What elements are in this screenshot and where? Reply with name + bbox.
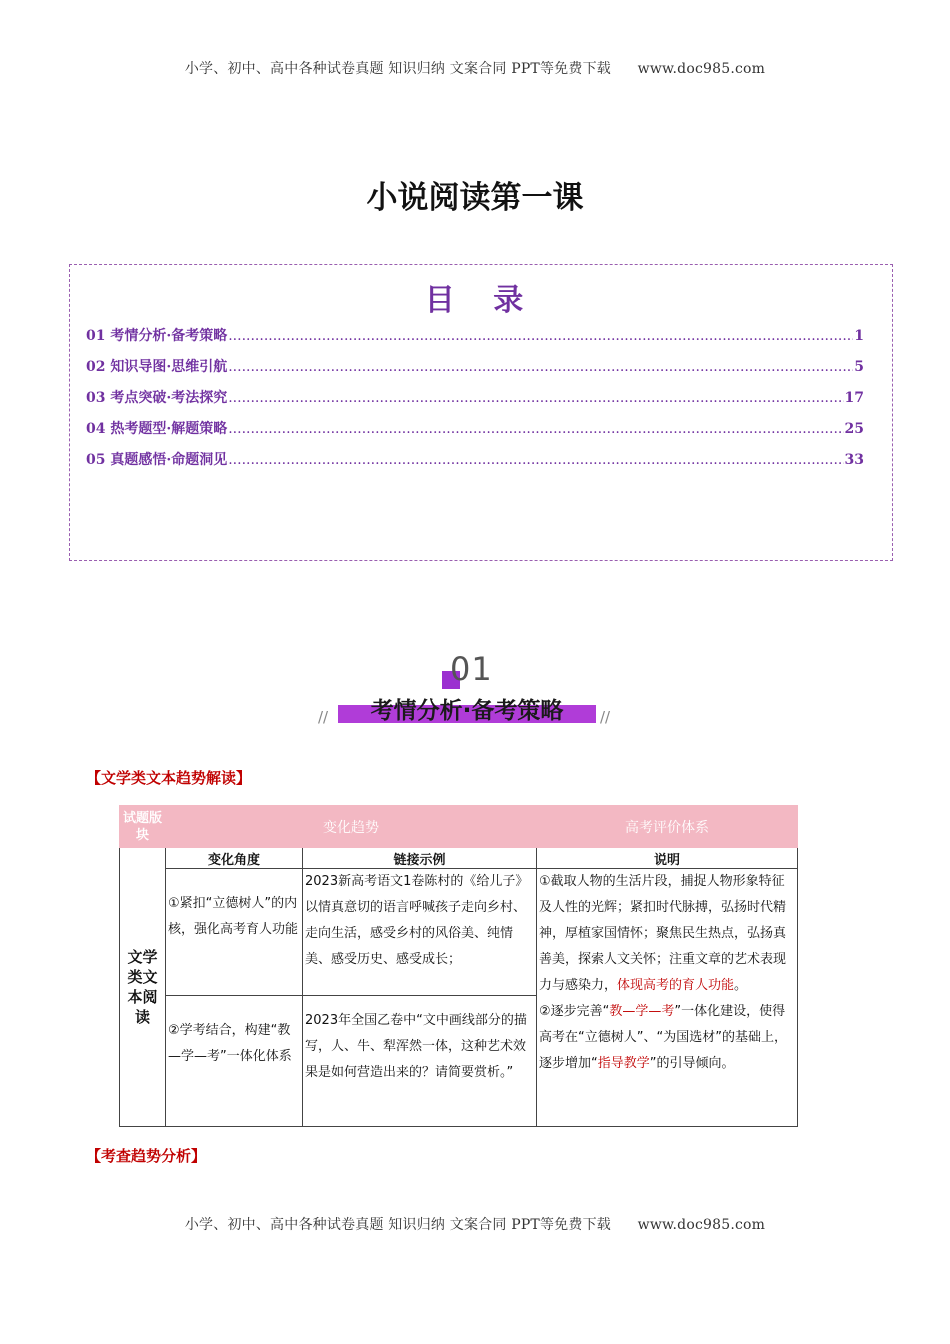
header-site-link[interactable]: www.doc985.com [637, 61, 766, 77]
page-footer [0, 1214, 950, 1234]
toc-item-label: 05 真题感悟·命题洞见 [86, 452, 228, 468]
header-eval: 高考评价体系 [537, 806, 798, 848]
section-banner [310, 648, 640, 734]
explain-highlight: 体现高考的育人功能 [617, 978, 735, 993]
page-title: 小说阅读第一课 [366, 180, 584, 216]
banner-number: 01 [450, 650, 493, 688]
subheader-explain: 说明 [537, 848, 798, 869]
banner-slash-left: // [318, 708, 329, 726]
toc-leader-dots [228, 452, 843, 468]
page-header [0, 58, 950, 78]
toc-item[interactable] [86, 387, 864, 418]
cell-explain [537, 869, 798, 1127]
subheader-example: 链接示例 [303, 848, 537, 869]
banner-slash-right: // [600, 708, 611, 726]
toc-list [86, 325, 864, 480]
toc-heading: 目 录 [424, 283, 538, 318]
toc-leader-dots [228, 328, 853, 344]
banner-title: 考情分析·备考策略 [370, 698, 564, 724]
toc-leader-dots [228, 390, 843, 406]
explain-highlight: 教—学—考 [609, 1004, 675, 1019]
table-row [120, 869, 798, 996]
footer-site-link[interactable]: www.doc985.com [637, 1217, 766, 1233]
header-trend: 变化趋势 [166, 806, 537, 848]
cell-example: 2023年全国乙卷中“文中画线部分的描写，人、牛、犁浑然一体，这种艺术效果是如何营造出来的？请简要赏析。” [303, 996, 537, 1127]
table-of-contents [69, 264, 893, 561]
toc-leader-dots [228, 359, 853, 375]
header-block: 试题版块 [120, 806, 166, 848]
toc-item[interactable] [86, 325, 864, 356]
explain-text: 。 [734, 978, 748, 993]
explain-highlight: 指导教学 [597, 1056, 650, 1071]
toc-item[interactable] [86, 449, 864, 480]
toc-leader-dots [228, 421, 843, 437]
cell-angle: ①紧扣“立德树人”的内核，强化高考育人功能 [166, 869, 303, 996]
toc-item-page: 25 [844, 421, 864, 437]
explain-text: ②逐步完善“ [539, 1004, 610, 1019]
toc-item-label: 02 知识导图·思维引航 [86, 359, 228, 375]
toc-item-label: 01 考情分析·备考策略 [86, 328, 228, 344]
toc-item-label: 04 热考题型·解题策略 [86, 421, 228, 437]
row-head-literature: 文学类文本阅读 [120, 848, 166, 1127]
header-text: 小学、初中、高中各种试卷真题 知识归纳 文案合同 PPT等免费下载 [184, 61, 611, 77]
cell-angle: ②学考结合，构建“教—学—考”一体化体系 [166, 996, 303, 1127]
explain-text: ”一体化建设，使得高考在“立德树人”、“为国选材”的基础上，逐步增加“ [539, 1004, 787, 1071]
table-header-row [120, 806, 798, 848]
toc-item[interactable] [86, 418, 864, 449]
toc-item-page: 5 [854, 359, 864, 375]
toc-item-page: 17 [844, 390, 864, 406]
cell-example: 2023新高考语文1卷陈村的《给儿子》以情真意切的语言呼喊孩子走向乡村、走向生活，感受乡村的风俗美、纯情美、感受历史、感受成长； [303, 869, 537, 996]
toc-item-page: 1 [854, 328, 864, 344]
section-label-trend-analysis: 【考查趋势分析】 [86, 1147, 207, 1165]
subheader-angle: 变化角度 [166, 848, 303, 869]
toc-item-page: 33 [844, 452, 864, 468]
footer-text: 小学、初中、高中各种试卷真题 知识归纳 文案合同 PPT等免费下载 [184, 1217, 611, 1233]
explain-text: ①截取人物的生活片段，捕捉人物形象特征及人性的光辉；紧扣时代脉搏，弘扬时代精神，厚植家国情怀；聚焦民生热点，弘扬真善美，探索人文关怀；注重文章的艺术表现力与感染力， [539, 874, 787, 993]
explain-text: ”的引导倾向。 [649, 1056, 735, 1071]
table-subheader-row [120, 848, 798, 869]
trend-table [119, 805, 798, 1127]
toc-item-label: 03 考点突破·考法探究 [86, 390, 228, 406]
section-label-trend-reading: 【文学类文本趋势解读】 [86, 769, 252, 787]
toc-item[interactable] [86, 356, 864, 387]
